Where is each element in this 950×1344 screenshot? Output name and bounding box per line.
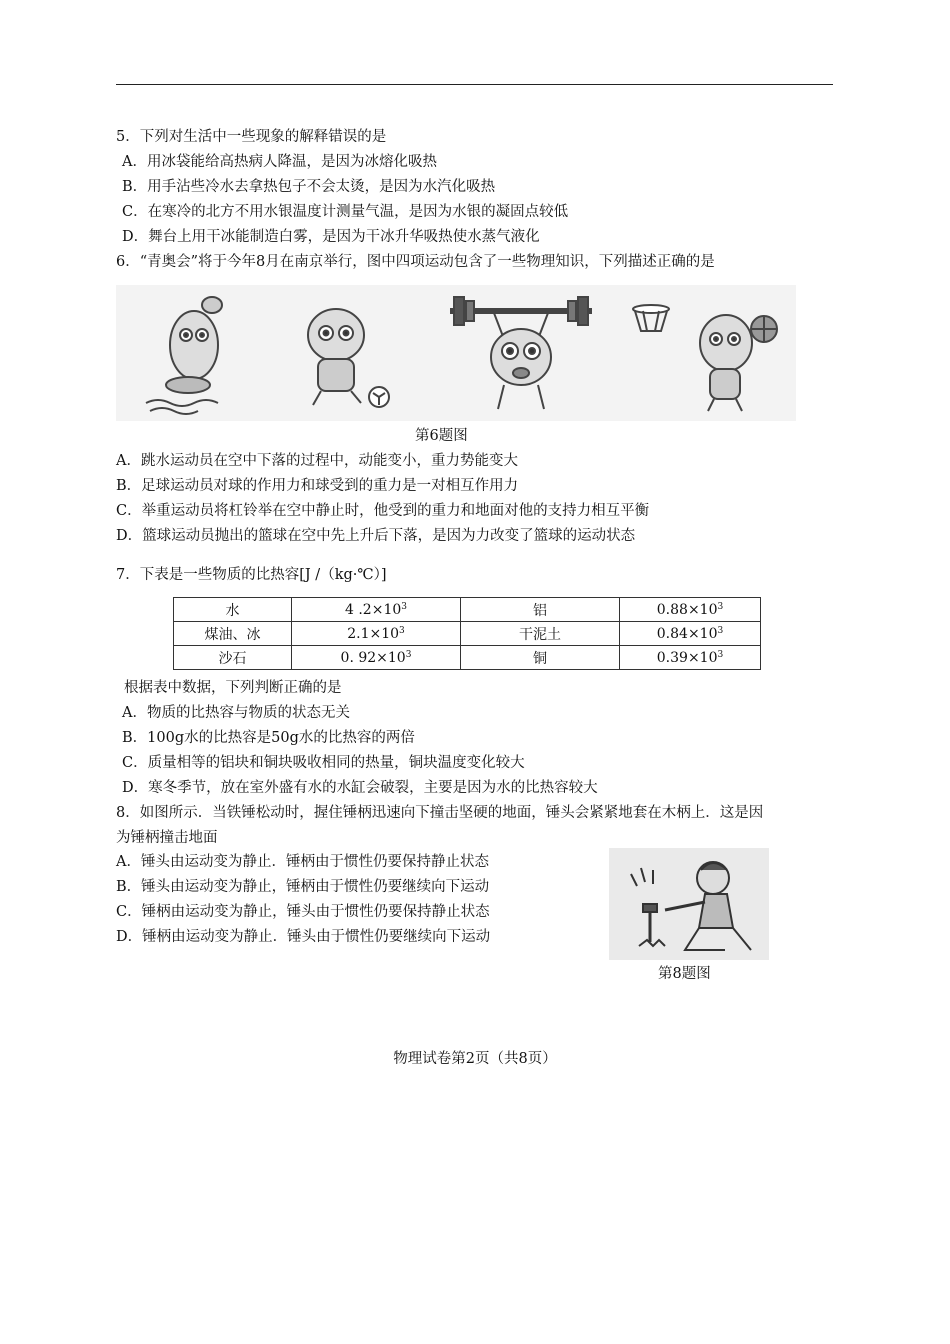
q8-option-c: C．锤柄由运动变为静止，锤头由于惯性仍要保持静止状态 bbox=[116, 904, 490, 920]
page-footer: 物理试卷第2页（共8页） bbox=[393, 1051, 557, 1067]
table-row bbox=[174, 622, 761, 646]
table-cell: 干泥土 bbox=[461, 622, 620, 646]
table-cell: 铝 bbox=[461, 598, 620, 622]
q6-stem: 6．“青奥会”将于今年8月在南京举行，图中四项运动包含了一些物理知识，下列描述正确的是 bbox=[116, 254, 715, 270]
q8-option-b: B．锤头由运动变为静止，锤柄由于惯性仍要继续向下运动 bbox=[116, 879, 490, 895]
q5-option-d: D．舞台上用干冰能制造白雾，是因为干冰升华吸热使水蒸气液化 bbox=[122, 229, 540, 245]
q5-option-a: A．用冰袋能给高热病人降温，是因为冰熔化吸热 bbox=[122, 154, 437, 170]
q8-hammer-figure bbox=[609, 848, 769, 960]
q7-option-d: D．寒冬季节，放在室外盛有水的水缸会破裂，主要是因为水的比热容较大 bbox=[122, 780, 598, 796]
q6-option-c: C．举重运动员将杠铃举在空中静止时，他受到的重力和地面对他的支持力相互平衡 bbox=[116, 503, 650, 519]
table-cell: $0.39\times 10^3$ bbox=[620, 646, 761, 670]
q8-figure-caption: 第8题图 bbox=[658, 966, 711, 982]
q8-option-a: A．锤头由运动变为静止．锤柄由于惯性仍要保持静止状态 bbox=[116, 854, 489, 870]
q6-option-d: D．篮球运动员抛出的篮球在空中先上升后下落，是因为力改变了篮球的运动状态 bbox=[116, 528, 636, 544]
q8-option-d: D．锤柄由运动变为静止．锤头由于惯性仍要继续向下运动 bbox=[116, 929, 491, 945]
table-cell: 水 bbox=[174, 598, 292, 622]
q7-lead: 根据表中数据，下列判断正确的是 bbox=[124, 680, 342, 696]
q7-option-a: A．物质的比热容与物质的状态无关 bbox=[122, 705, 350, 721]
q6-figure-caption: 第6题图 bbox=[415, 428, 468, 444]
table-cell: 沙石 bbox=[174, 646, 292, 670]
table-cell: 0. $92\times 10^3$ bbox=[292, 646, 461, 670]
q6-option-b: B．足球运动员对球的作用力和球受到的重力是一对相互作用力 bbox=[116, 478, 519, 494]
q6-option-a: A．跳水运动员在空中下落的过程中，动能变小，重力势能变大 bbox=[116, 453, 518, 469]
q6-sports-figure bbox=[116, 285, 796, 421]
table-cell: 铜 bbox=[461, 646, 620, 670]
q8-stem-line2: 为锤柄撞击地面 bbox=[116, 830, 218, 846]
specific-heat-table bbox=[173, 597, 761, 670]
q7-option-c: C．质量相等的铝块和铜块吸收相同的热量，铜块温度变化较大 bbox=[122, 755, 525, 771]
q5-option-b: B．用手沾些冷水去拿热包子不会太烫，是因为水汽化吸热 bbox=[122, 179, 496, 195]
table-row bbox=[174, 598, 761, 622]
q5-option-c: C．在寒冷的北方不用水银温度计测量气温，是因为水银的凝固点较低 bbox=[122, 204, 569, 220]
header-rule bbox=[116, 84, 833, 85]
q7-option-b: B．100g水的比热容是50g水的比热容的两倍 bbox=[122, 730, 415, 746]
table-cell: 4 $.2\times 10^3$ bbox=[292, 598, 461, 622]
q5-stem: 5．下列对生活中一些现象的解释错误的是 bbox=[116, 129, 387, 145]
table-row bbox=[174, 646, 761, 670]
table-cell: $2.1\times 10^3$ bbox=[292, 622, 461, 646]
q8-stem-line1: 8．如图所示．当铁锤松动时，握住锤柄迅速向下撞击坚硬的地面，锤头会紧紧地套在木柄上．这是因 bbox=[116, 805, 764, 821]
table-cell: 煤油、冰 bbox=[174, 622, 292, 646]
table-cell: $0.84\times 10^3$ bbox=[620, 622, 761, 646]
q7-stem: 7．下表是一些物质的比热容[J /（kg·℃）] bbox=[116, 567, 387, 583]
table-cell: $0.88\times 10^3$ bbox=[620, 598, 761, 622]
